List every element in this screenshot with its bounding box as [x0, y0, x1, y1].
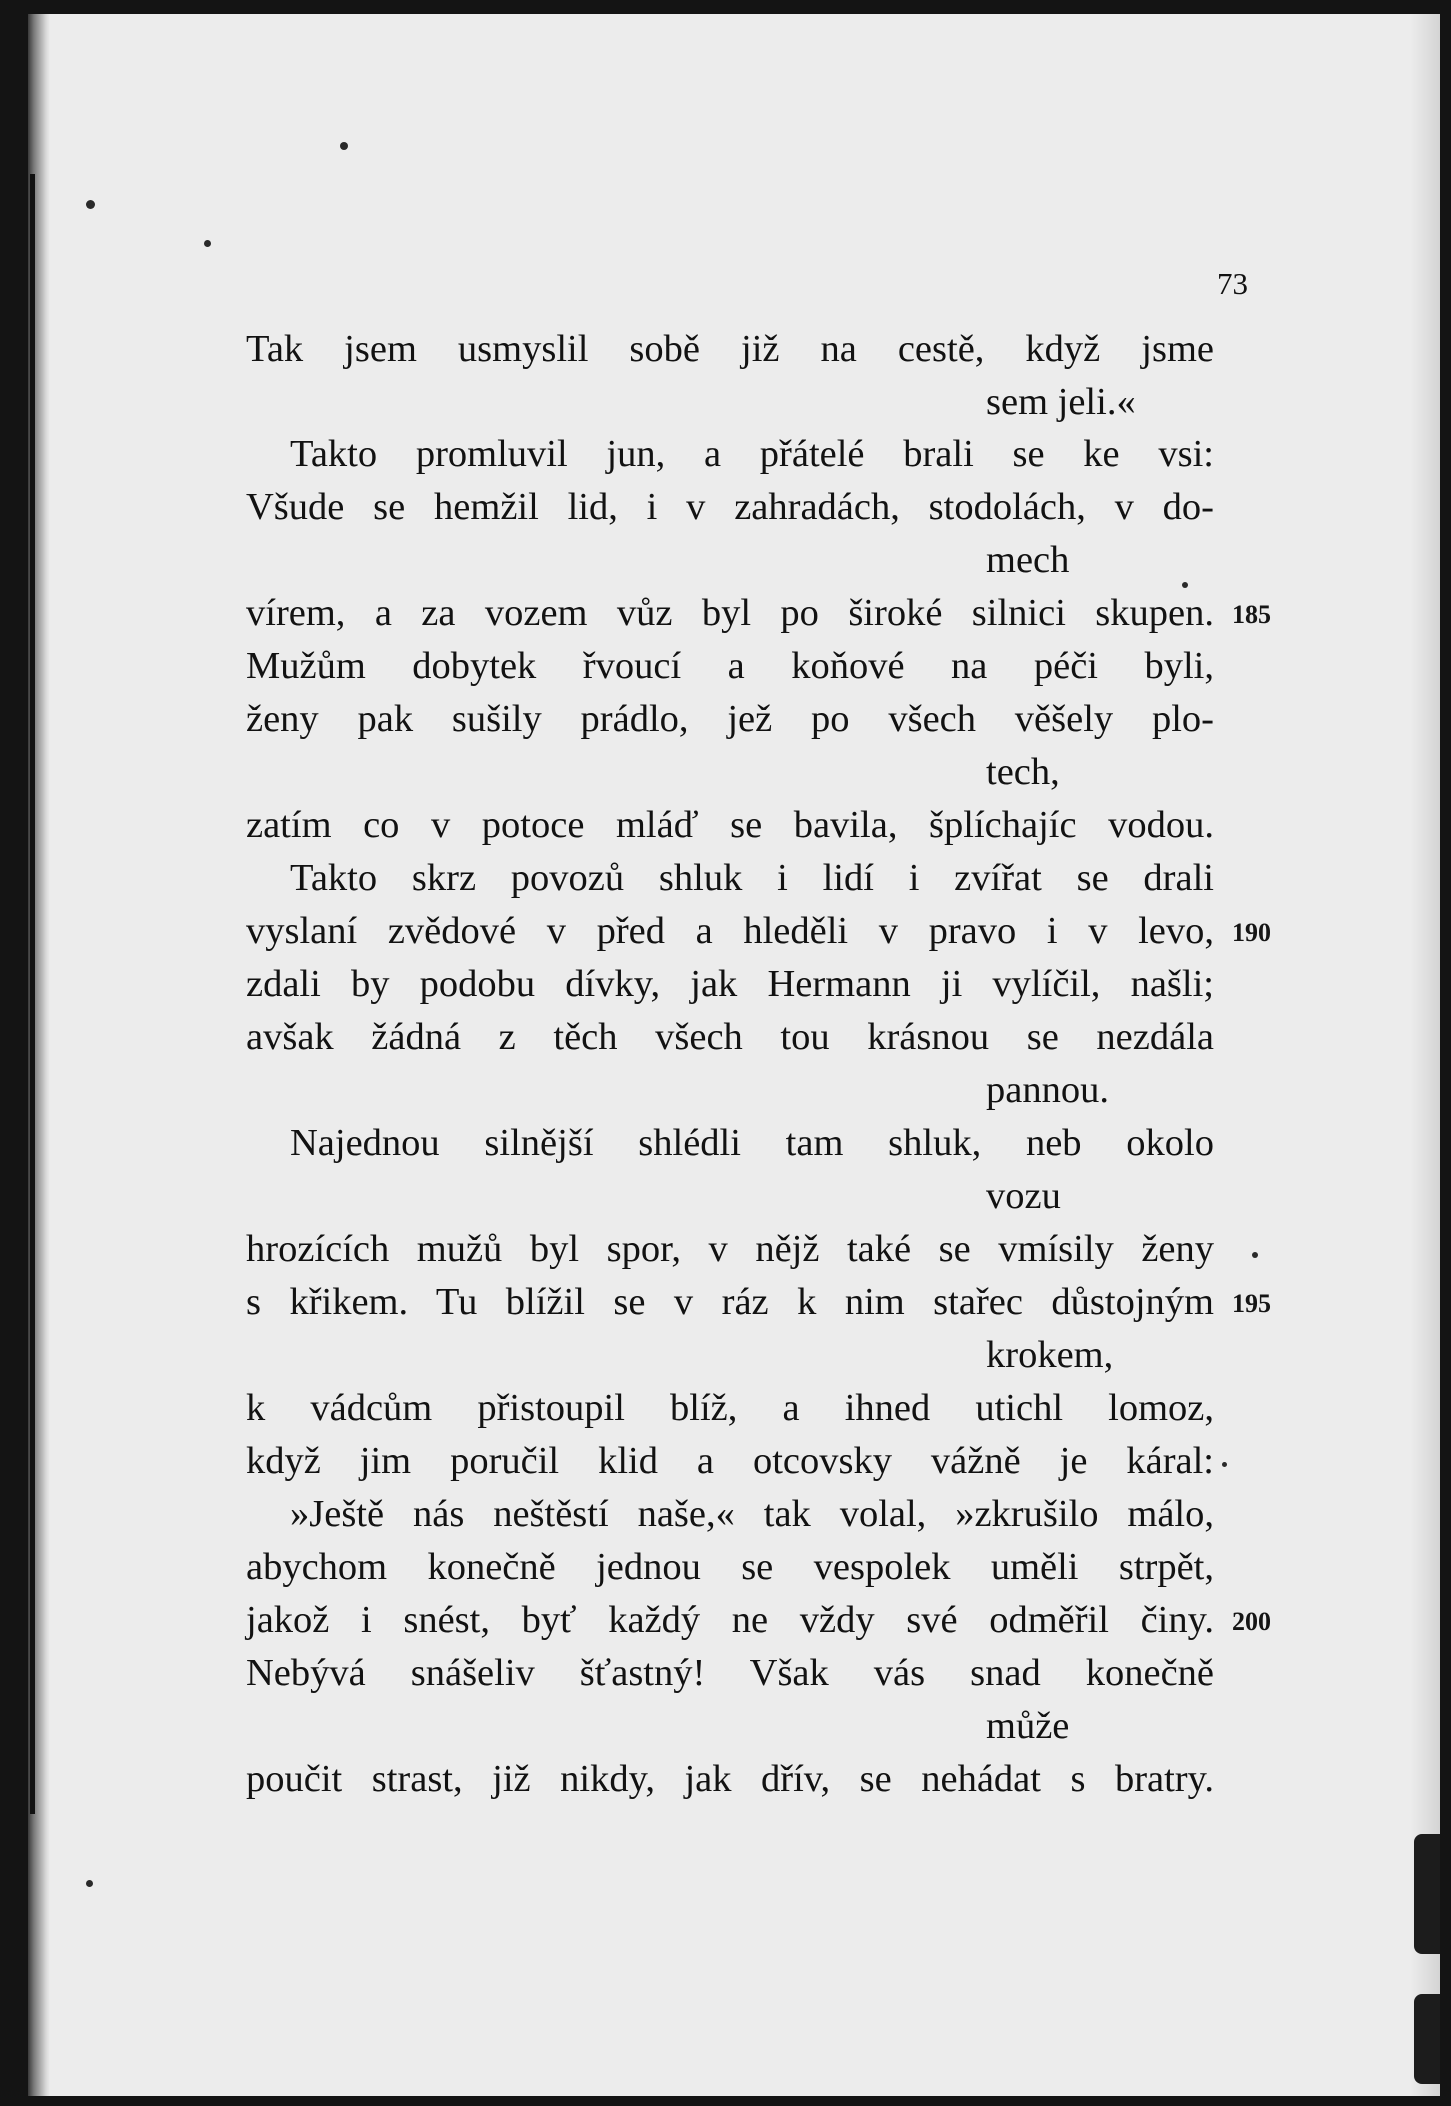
line-number: 190: [1232, 918, 1271, 947]
turnover-line: vozu: [986, 1175, 1061, 1217]
verse-line: avšak žádná z těch všech tou krásnou se nezdála: [246, 1016, 1214, 1058]
verse-line: abychom konečně jednou se vespolek uměli strpět,: [246, 1546, 1214, 1588]
verse-line: vyslaní zvědové v před a hleděli v pravo i v levo,: [246, 910, 1214, 952]
turnover-line: krokem,: [986, 1334, 1114, 1376]
verse-line: hrozících mužů byl spor, v nějž také se vmísily ženy: [246, 1228, 1214, 1270]
verse-line: Takto promluvil jun, a přátelé brali se ke vsi:: [290, 433, 1214, 475]
verse-line: Všude se hemžil lid, i v zahradách, stodolách, v do-: [246, 486, 1214, 528]
page-number: 73: [1217, 266, 1248, 301]
verse-line: Mužům dobytek řvoucí a koňové na péči byli,: [246, 645, 1214, 687]
verse-line: »Ještě nás neštěstí naše,« tak volal, »zkrušilo málo,: [290, 1493, 1214, 1535]
verse-line: poučit strast, již nikdy, jak dřív, se nehádat s bratry.: [246, 1758, 1214, 1800]
verse-line: Tak jsem usmyslil sobě již na cestě, když jsme: [246, 328, 1214, 370]
line-number: 195: [1232, 1289, 1271, 1318]
verse-line: když jim poručil klid a otcovsky vážně je káral:: [246, 1440, 1214, 1482]
verse-line: s křikem. Tu blížil se v ráz k nim stařec důstojným: [246, 1281, 1214, 1323]
verse-line: jakož i snést, byť každý ne vždy své odměřil činy.: [246, 1599, 1214, 1641]
line-number: 185: [1232, 600, 1271, 629]
verse-line: Najednou silnější shlédli tam shluk, neb okolo: [290, 1122, 1214, 1164]
line-number: 200: [1232, 1607, 1271, 1636]
book-page: [28, 14, 1440, 2096]
verse-line: Nebývá snášeliv šťastný! Však vás snad konečně: [246, 1652, 1214, 1694]
verse-line: k vádcům přistoupil blíž, a ihned utichl lomoz,: [246, 1387, 1214, 1429]
turnover-line: tech,: [986, 751, 1060, 793]
verse-line: Takto skrz povozů shluk i lidí i zvířat se drali: [290, 857, 1214, 899]
verse-line: vírem, a za vozem vůz byl po široké silnici skupen.: [246, 592, 1214, 634]
verse-line: zatím co v potoce mláď se bavila, šplíchajíc vodou.: [246, 804, 1214, 846]
turnover-line: pannou.: [986, 1069, 1109, 1111]
turnover-line: sem jeli.«: [986, 381, 1136, 423]
turnover-line: mech: [986, 539, 1070, 581]
poem-text: [28, 14, 1440, 2096]
verse-line: ženy pak sušily prádlo, jež po všech věšely plo-: [246, 698, 1214, 740]
turnover-line: může: [986, 1705, 1070, 1747]
verse-line: zdali by podobu dívky, jak Hermann ji vylíčil, našli;: [246, 963, 1214, 1005]
